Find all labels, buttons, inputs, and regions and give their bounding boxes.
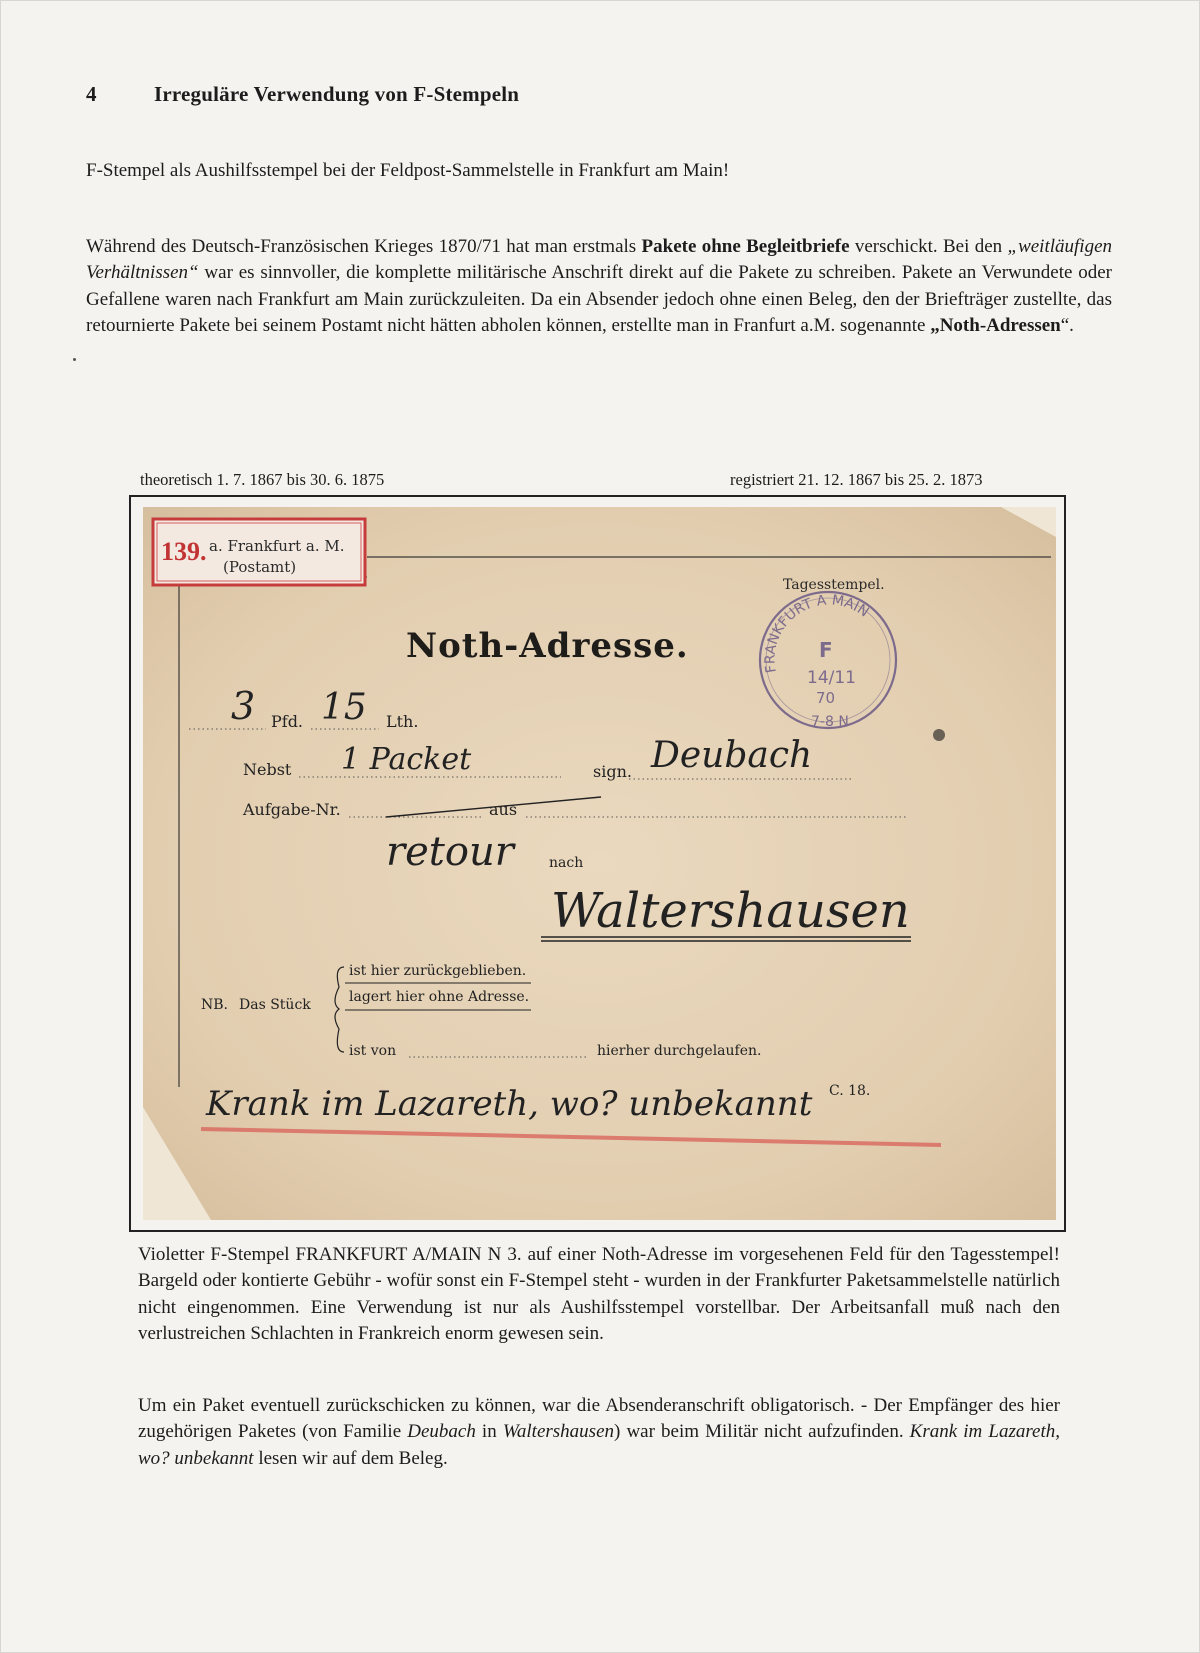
- postmark-arc-text: FRANKFURT A MAIN: [762, 592, 872, 674]
- label-office: a. Frankfurt a. M.: [209, 537, 345, 555]
- option-1: ist hier zurückgeblieben.: [349, 963, 527, 979]
- intro-italic-1: „weitläufigen Verhältnissen“: [86, 236, 1112, 284]
- form-code: C. 18.: [829, 1083, 871, 1099]
- pfd-value: 3: [231, 684, 256, 728]
- usage-theoretical: theoretisch 1. 7. 1867 bis 30. 6. 1875: [140, 470, 385, 489]
- note-text-2: in: [475, 1421, 503, 1443]
- caption-paragraph: Violetter F-Stempel FRANKFURT A/MAIN N 3. auf einer Noth-Adresse im vorgesehenen Feld für den Tagesstempel! Bargeld oder kontierte Gebühr - wofür sonst ein F-Stempel steht - wurden in der Frankfurter Paketsammelstelle natürlich nicht eingenommen. Eine Verwendung ist nur als Aushilfsstempel vorstellbar. Der Arbeitsanfall muß nach den verlustreichen Schlachten in Frankreich enorm gewesen sein.: [138, 1244, 1060, 1344]
- intro-text-1: Während des Deutsch-Französischen Krieges 1870/71 hat man erstmals: [86, 236, 642, 257]
- usage-registered: registriert 21. 12. 1867 bis 25. 2. 1873: [730, 470, 983, 489]
- option-3-start: ist von: [349, 1043, 397, 1059]
- nebst-label: Nebst: [243, 760, 292, 779]
- aufgabe-label: Aufgabe-Nr.: [243, 800, 341, 819]
- page-number: 4: [86, 82, 97, 106]
- manuscript-note: Krank im Lazareth, wo? unbekannt: [206, 1084, 813, 1124]
- destination-value: Waltershausen: [551, 883, 910, 939]
- tagesstempel-label: Tagesstempel.: [783, 577, 885, 593]
- nb-label: NB.: [201, 997, 228, 1013]
- intro-text-2: verschickt. Bei den: [849, 236, 1008, 257]
- note-italic-1: Deubach: [407, 1421, 476, 1443]
- nach-label: nach: [549, 855, 584, 871]
- intro-text-3: war es sinnvoller, die komplette militärische Anschrift direkt auf die Pakete zu schreiben. Pakete an Verwundete oder Gefallene waren nach Frankfurt am Main zurückzuleiten. Da ein Absender jedoch ohne einen Beleg, den der Briefträger zustellte, das retournierte Pakete bei seinem Postamt nicht hätten abholen können, erstellte man in Franfurt a.M. sogenannte: [86, 262, 1112, 336]
- option-2: lagert hier ohne Adresse.: [349, 989, 530, 1005]
- note-italic-2: Waltershausen: [502, 1421, 615, 1443]
- intro-paragraph: [86, 234, 1112, 339]
- page-subtitle: F-Stempel als Aushilfsstempel bei der Feldpost-Sammelstelle in Frankfurt am Main!: [86, 160, 730, 181]
- note-italic-3: Krank im Lazareth, wo? unbekannt: [138, 1421, 1060, 1469]
- lth-label: Lth.: [386, 712, 419, 731]
- option-3-end: hierher durchgelaufen.: [597, 1043, 762, 1059]
- cover-image: [129, 495, 1066, 1232]
- label-number: 139.: [161, 537, 207, 566]
- sign-label: sign.: [593, 762, 632, 781]
- note-text-4: lesen wir auf dem Beleg.: [253, 1447, 448, 1469]
- intro-bold-2: „Noth-Adressen: [930, 314, 1061, 336]
- paper-stain: [933, 729, 945, 741]
- stueck-label: Das Stück: [239, 997, 311, 1013]
- noth-adresse-form: [131, 497, 1064, 1230]
- pfd-label: Pfd.: [271, 712, 304, 731]
- postmark-date: 14/11: [807, 668, 856, 688]
- nebst-value: 1 Packet: [341, 742, 472, 777]
- margin-dot: [73, 358, 76, 361]
- postmark-year: 70: [816, 689, 836, 707]
- intro-text-4: “.: [1060, 314, 1074, 336]
- sign-value: Deubach: [651, 735, 813, 776]
- postmark-letter: F: [819, 638, 833, 662]
- page-heading: [86, 82, 519, 107]
- postmark-time: 7-8 N: [811, 714, 849, 730]
- aus-label: aus: [489, 800, 518, 819]
- lth-value: 15: [321, 687, 367, 728]
- note-paragraph: [138, 1393, 1060, 1472]
- page-title: Irreguläre Verwendung von F-Stempeln: [154, 82, 520, 106]
- red-post-label: [153, 519, 365, 585]
- note-text-1: Um ein Paket eventuell zurückschicken zu können, war die Absenderanschrift obligatorisch. - Der Empfänger des hier zugehörigen Paketes (von Familie: [138, 1395, 1060, 1443]
- note-text-3: ) war beim Militär nicht aufzufinden.: [614, 1421, 910, 1443]
- form-title: Noth-Adresse.: [406, 626, 689, 666]
- intro-bold-1: Pakete ohne Begleitbriefe: [641, 236, 850, 257]
- label-postamt: (Postamt): [223, 558, 297, 576]
- retour-value: retour: [386, 829, 514, 875]
